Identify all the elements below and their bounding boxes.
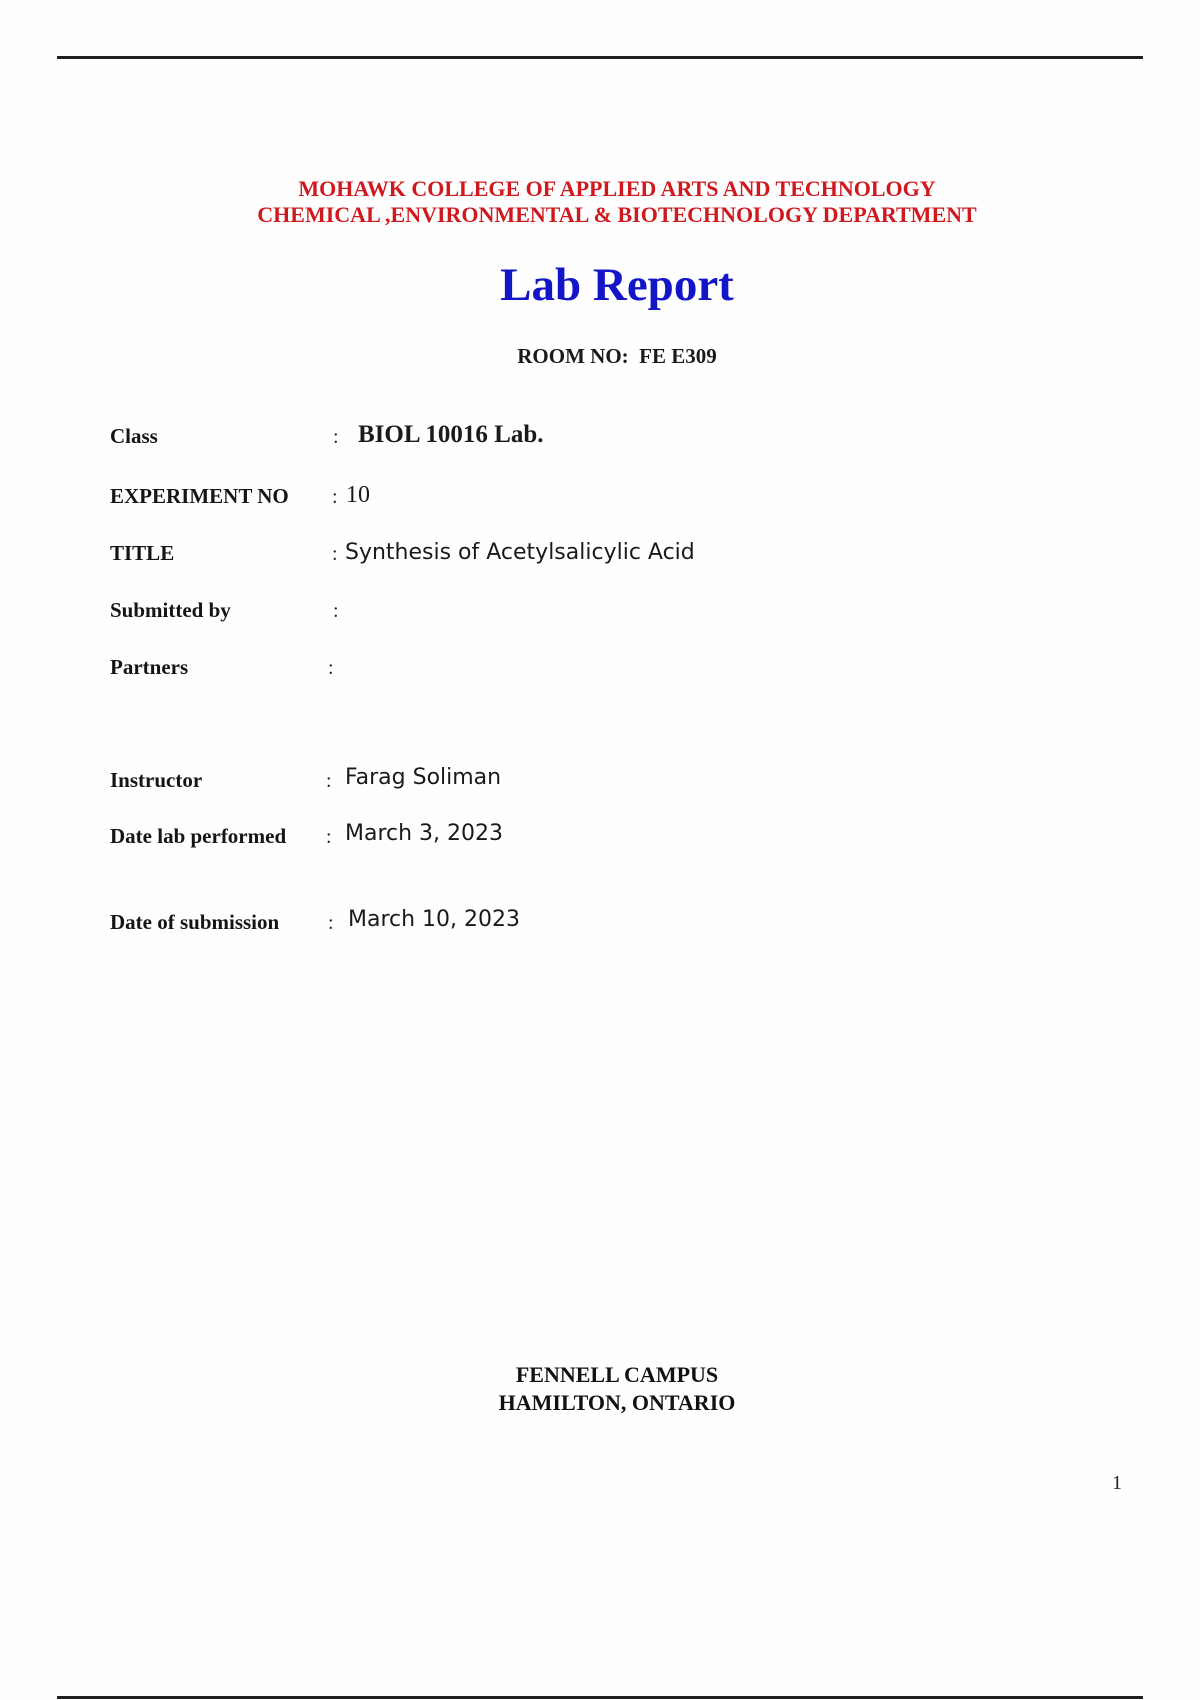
field-value-date-of-submission: March 10, 2023 <box>348 907 521 932</box>
field-value-experiment-no: 10 <box>346 482 370 508</box>
bottom-rule <box>57 1696 1143 1699</box>
room-number: ROOM NO: FE E309 <box>517 344 717 368</box>
college-name: MOHAWK COLLEGE OF APPLIED ARTS AND TECHNOLOGY <box>298 176 936 201</box>
field-colon: : <box>326 770 332 792</box>
field-label: Submitted by <box>110 598 231 622</box>
field-submitted-by <box>110 598 339 628</box>
field-colon: : <box>328 912 334 934</box>
field-colon: : <box>326 826 332 848</box>
field-label: Instructor <box>110 768 203 792</box>
field-value-instructor: Farag Soliman <box>345 765 502 790</box>
college-heading <box>0 176 1200 228</box>
field-label: Date of submission <box>110 910 280 934</box>
field-label: TITLE <box>110 541 175 565</box>
field-label: EXPERIMENT NO <box>110 484 289 508</box>
page-number: 1 <box>1112 1472 1122 1494</box>
field-instructor <box>110 765 502 798</box>
field-label: Date lab performed <box>110 824 287 848</box>
field-label: Class <box>110 424 158 448</box>
field-date-lab-performed <box>110 821 504 854</box>
field-colon: : <box>332 543 338 565</box>
top-rule <box>57 56 1143 59</box>
field-value-date-lab-performed: March 3, 2023 <box>345 821 504 846</box>
document-title: Lab Report <box>500 259 734 311</box>
field-value-title: Synthesis of Acetylsalicylic Acid <box>345 540 695 565</box>
field-colon: : <box>333 600 339 622</box>
campus-name: FENNELL CAMPUS <box>515 1362 719 1387</box>
field-date-of-submission <box>110 907 521 940</box>
field-partners <box>110 655 334 685</box>
field-experiment-no <box>110 482 370 514</box>
field-label: Partners <box>110 655 189 679</box>
department-name: CHEMICAL ,ENVIRONMENTAL & BIOTECHNOLOGY DEPARTMENT <box>257 202 977 227</box>
field-colon: : <box>332 486 338 508</box>
field-colon: : <box>328 657 334 679</box>
campus-address <box>0 1361 1200 1417</box>
field-colon: : <box>333 426 339 448</box>
field-class <box>110 421 544 454</box>
field-title <box>110 540 695 571</box>
campus-city: HAMILTON, ONTARIO <box>498 1390 736 1415</box>
field-value-class: BIOL 10016 Lab. <box>358 421 544 448</box>
